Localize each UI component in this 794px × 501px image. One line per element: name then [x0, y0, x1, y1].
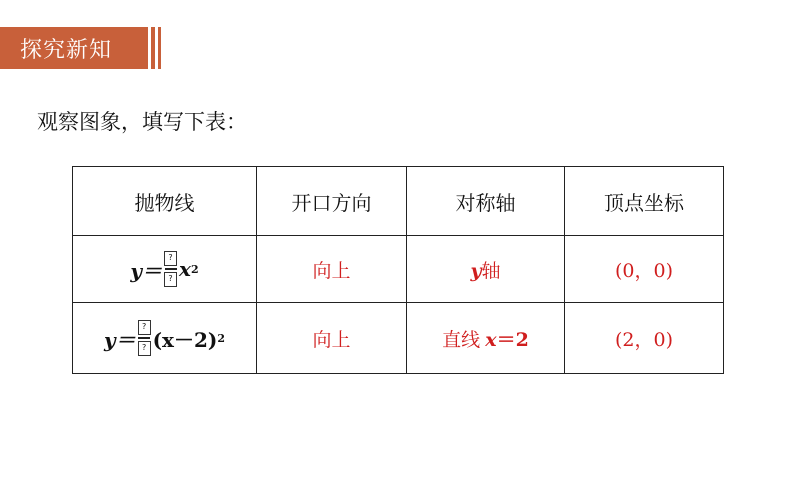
section-header: [0, 27, 148, 69]
axis-var: x: [485, 328, 497, 351]
instruction-text: 观察图象，填写下表：: [37, 110, 247, 134]
header-vertex: 顶点坐标: [565, 167, 724, 236]
formula-cell: [73, 303, 257, 374]
formula-lhs: y＝: [103, 327, 136, 352]
formula: [104, 320, 225, 356]
formula-exponent: 2: [217, 331, 226, 345]
axis-cell: [407, 303, 565, 374]
header-axis: 对称轴: [407, 167, 565, 236]
fraction-bar: [138, 337, 150, 339]
header-opening: 开口方向: [257, 167, 407, 236]
formula-tail: (x－2): [152, 327, 218, 352]
vertex-cell: (0，0): [565, 236, 724, 303]
opening-cell: 向上: [257, 303, 407, 374]
header-stripe-2: [158, 27, 161, 69]
formula: [130, 251, 198, 287]
formula-lhs: y＝: [130, 258, 163, 283]
opening-cell: 向上: [257, 236, 407, 303]
fraction-denominator: ?: [164, 272, 177, 287]
axis-line-word: 直线: [442, 328, 481, 351]
fraction-numerator: ?: [138, 320, 151, 335]
header-stripe-1: [151, 27, 155, 69]
axis-cell: [407, 236, 565, 303]
axis-eq: ＝2: [496, 328, 529, 351]
fraction: [164, 251, 177, 287]
fraction: [138, 320, 151, 356]
table-header-row: [73, 167, 724, 236]
vertex-cell: (2，0): [565, 303, 724, 374]
formula-tail: x: [179, 257, 191, 281]
fraction-numerator: ?: [164, 251, 177, 266]
formula-cell: [73, 236, 257, 303]
parabola-table: [72, 166, 724, 374]
axis-var: y: [470, 259, 482, 282]
axis-word: 轴: [481, 259, 501, 282]
table-row: [73, 303, 724, 374]
header-parabola: 抛物线: [73, 167, 257, 236]
formula-exponent: 2: [190, 262, 199, 276]
fraction-bar: [165, 268, 177, 270]
fraction-denominator: ?: [138, 341, 151, 356]
section-title: 探究新知: [20, 37, 113, 63]
table-row: [73, 236, 724, 303]
